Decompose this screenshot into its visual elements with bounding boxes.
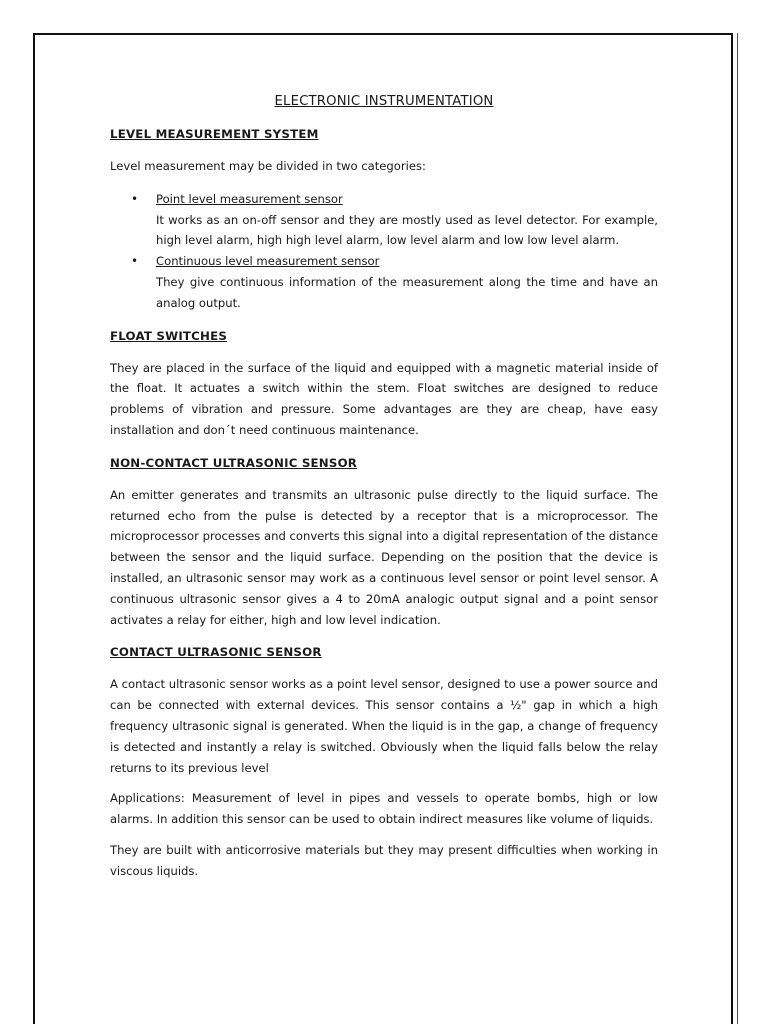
section-paragraph: They are placed in the surface of the liquid and equipped with a magnetic material inside of the float. It actuates a switch within the stem. Float switches are designed to reduce problems of vibration and pressure. Some advantages are they are cheap, have easy installation and don´t need continuous maintenance. <box>110 360 658 437</box>
section-heading-contact-ultrasonic: CONTACT ULTRASONIC SENSOR <box>110 645 322 660</box>
section-paragraph: An emitter generates and transmits an ultrasonic pulse directly to the liquid surface. The returned echo from the pulse is detected by a receptor that is a microprocessor. The microprocessor processes and converts this signal into a digital representation of the distance between the sensor and the liquid surface. Depending on the position that the device is installed, an ultrasonic sensor may work as a continuous level sensor or point level sensor. A continuous ultrasonic sensor gives a 4 to 20mA analogic output signal and a point sensor activates a relay for either, high and low level indication. <box>110 487 658 627</box>
list-item-label: Point level measurement sensor <box>156 191 343 206</box>
section-paragraph: Applications: Measurement of level in pipes and vessels to operate bombs, high or low alarms. In addition this sensor can be used to obtain indirect measures like volume of liquids. <box>110 791 658 827</box>
sensor-category-list <box>110 189 658 314</box>
document-body <box>110 92 658 882</box>
document-title: ELECTRONIC INSTRUMENTATION <box>274 94 494 109</box>
page-edge-shadow <box>737 33 738 1024</box>
section-paragraph: They are built with anticorrosive materials but they may present difficulties when working in viscous liquids. <box>110 842 658 878</box>
section-heading-non-contact-ultrasonic: NON-CONTACT ULTRASONIC SENSOR <box>110 455 358 470</box>
section-intro-paragraph: Level measurement may be divided in two categories: <box>110 159 426 173</box>
list-item <box>131 251 658 313</box>
list-item-label: Continuous level measurement sensor <box>156 254 380 269</box>
section-heading-float-switches: FLOAT SWITCHES <box>110 328 228 343</box>
bullet-icon: • <box>131 191 139 206</box>
bullet-icon: • <box>131 254 139 269</box>
section-paragraph: A contact ultrasonic sensor works as a point level sensor, designed to use a power source and can be connected with external devices. This sensor contains a ½" gap in which a high frequency ultrasonic signal is generated. When the liquid is in the gap, a change of frequency is detected and instantly a relay is switched. Obviously when the liquid falls below the relay returns to its previous level <box>110 677 658 775</box>
section-heading-level-measurement: LEVEL MEASUREMENT SYSTEM <box>110 127 319 141</box>
list-item <box>131 189 658 251</box>
list-item-text: It works as an on-off sensor and they are mostly used as level detector. For example, high level alarm, high high level alarm, low level alarm and low low level alarm. <box>156 212 658 248</box>
list-item-text: They give continuous information of the measurement along the time and have an analog output. <box>156 274 658 310</box>
